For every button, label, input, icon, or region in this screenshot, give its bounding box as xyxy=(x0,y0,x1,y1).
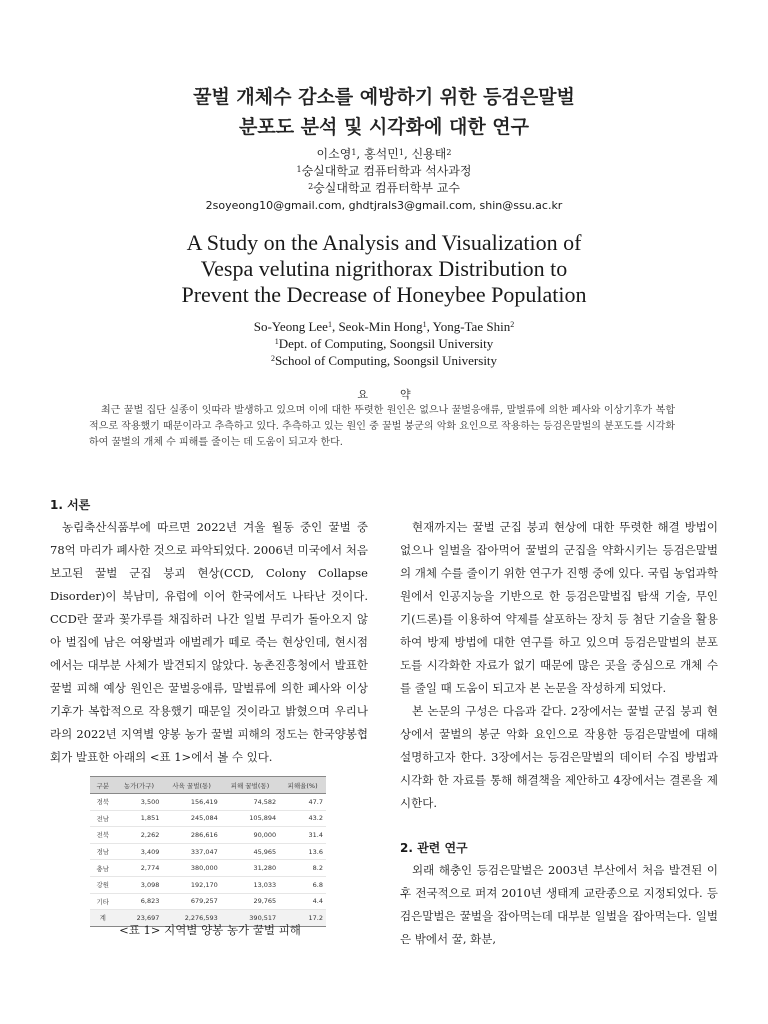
english-title xyxy=(40,230,728,308)
table-cell: 245,084 xyxy=(162,810,220,827)
table-cell: 156,419 xyxy=(162,794,220,811)
table-cell: 23,697 xyxy=(115,910,162,927)
table-caption: <표 1> 지역별 양봉 농가 꿀벌 피해 xyxy=(119,923,301,937)
table-header-row xyxy=(90,777,326,794)
table-header: 사육 꿀벌(통) xyxy=(162,777,220,794)
table-cell: 13,033 xyxy=(221,876,279,893)
korean-authors xyxy=(60,146,708,214)
table-cell: 337,047 xyxy=(162,843,220,860)
table-cell: 679,257 xyxy=(162,893,220,910)
table-cell: 43.2 xyxy=(279,810,326,827)
korean-title xyxy=(40,82,728,142)
table-cell: 2,774 xyxy=(115,860,162,877)
section-1-heading: 1. 서론 xyxy=(50,498,91,512)
table-cell: 경북 xyxy=(90,794,115,811)
table-cell: 90,000 xyxy=(221,827,279,844)
author-name: Yong-Tae Shin xyxy=(432,319,511,334)
table-header: 피해 꿀벌(통) xyxy=(221,777,279,794)
table-header: 구분 xyxy=(90,777,115,794)
table-cell: 13.6 xyxy=(279,843,326,860)
table-cell: 충남 xyxy=(90,860,115,877)
table-row xyxy=(90,827,326,844)
table-header: 피해율(%) xyxy=(279,777,326,794)
table-cell: 390,517 xyxy=(221,910,279,927)
spacer xyxy=(400,815,718,837)
table-cell: 31,280 xyxy=(221,860,279,877)
table-row xyxy=(90,893,326,910)
table-cell: 105,894 xyxy=(221,810,279,827)
table-cell: 286,616 xyxy=(162,827,220,844)
table-row xyxy=(90,810,326,827)
table-cell: 45,965 xyxy=(221,843,279,860)
table-body xyxy=(90,794,326,927)
section-2-paragraph-1: 외래 해충인 등검은말벌은 2003년 부산에서 처음 발견된 이후 전국적으로 퍼져 2010년 생태계 교란종으로 지정되었다. 등검은말벌은 꿀벌을 잡아먹는데 대부분 일벌을 잡아먹는다. 일벌은 밖에서 꿀, 화분, xyxy=(400,863,718,946)
table-cell: 4.4 xyxy=(279,893,326,910)
table-cell: 8.2 xyxy=(279,860,326,877)
table-cell: 3,500 xyxy=(115,794,162,811)
table-row xyxy=(90,794,326,811)
table-cell: 6,823 xyxy=(115,893,162,910)
table-cell: 17.2 xyxy=(279,910,326,927)
table-cell: 192,170 xyxy=(162,876,220,893)
table-cell: 2,262 xyxy=(115,827,162,844)
table-row xyxy=(90,876,326,893)
table-cell: 전북 xyxy=(90,827,115,844)
table-cell: 31.4 xyxy=(279,827,326,844)
author-sup: 2 xyxy=(446,148,452,157)
table-cell: 74,582 xyxy=(221,794,279,811)
english-authors xyxy=(60,318,708,369)
table-cell: 380,000 xyxy=(162,860,220,877)
table-cell: 3,098 xyxy=(115,876,162,893)
korean-affiliation-2: $^2$숭실대학교 컴퓨터학부 교수 xyxy=(308,181,460,195)
table-cell: 기타 xyxy=(90,893,115,910)
english-title-line-1: A Study on the Analysis and Visualization of xyxy=(186,230,582,255)
section-1-paragraph-1: 농림축산식품부에 따르면 2022년 겨울 월동 중인 꿀벌 중 78억 마리가 폐사한 것으로 파악되었다. 2006년 미국에서 처음 보고된 꿀벌 군집 붕괴 현상(CCD, Colony Collapse Disorder)이 북남미, 유럽에 이어 한국에서도 나타난 것이다. CCD란 꿀과 꽃가루를 채집하러 나간 일벌 무리가 돌아오지 않아 벌집에 남은 여왕벌과 애벌레가 떼로 죽는 현상인데, 현시점에서는 대부분 사체가 발견되지 않았다. 농촌진흥청에서 발표한 꿀벌 피해 예상 원인은 꿀벌응애류, 말벌류에 의한 폐사와 이상기후가 복합적으로 작용했기 때문일 것이라고 밝혔으며 우리나라의 2022년 지역별 양봉 농가 꿀벌 피해의 정도는 한국양봉협회가 발표한 아래의 <표 1>에서 볼 수 있다. xyxy=(50,520,368,764)
table-cell: 강원 xyxy=(90,876,115,893)
table-cell: 3,409 xyxy=(115,843,162,860)
table-cell: 1,851 xyxy=(115,810,162,827)
korean-title-line-2: 분포도 분석 및 시각화에 대한 연구 xyxy=(238,116,530,138)
table-cell: 29,765 xyxy=(221,893,279,910)
left-column xyxy=(50,494,368,769)
english-author-names: So-Yeong Lee$^1$, Seok-Min Hong$^1$, Yong-Tae Shin$^2$ xyxy=(253,319,515,334)
table-cell: 6.8 xyxy=(279,876,326,893)
english-title-line-3: Prevent the Decrease of Honeybee Population xyxy=(181,282,587,307)
author-name: So-Yeong Lee xyxy=(253,319,328,334)
damage-table xyxy=(90,776,326,927)
author-sup: 1 xyxy=(398,148,404,157)
abstract-heading: 요 약 xyxy=(357,388,411,401)
english-affiliation-2: $^2$School of Computing, Soongsil University xyxy=(270,353,498,368)
english-affiliation-1: $^1$Dept. of Computing, Soongsil University xyxy=(274,336,494,351)
korean-affiliation-1: $^1$숭실대학교 컴퓨터학과 석사과정 xyxy=(296,164,472,178)
korean-title-line-1: 꿀벌 개체수 감소를 예방하기 위한 등검은말벌 xyxy=(193,86,575,108)
table-cell: 계 xyxy=(90,910,115,927)
table-cell: 47.7 xyxy=(279,794,326,811)
abstract-text: 최근 꿀벌 집단 실종이 잇따라 발생하고 있으며 이에 대한 뚜렷한 원인은 없으나 꿀벌응애류, 말벌류에 의한 폐사와 이상기후가 복합적으로 작용했기 때문이라고 추측하고 있다. 추측하고 있는 원인 중 꿀벌 붕군의 악화 요인으로 작용하는 등검은말벌의 분포도를 시각화하여 꿀벌의 개체 수 피해를 줄이는 데 도움이 되고자 한다. xyxy=(89,405,675,448)
english-title-line-2: Vespa velutina nigrithorax Distribution to xyxy=(200,256,568,281)
korean-author-names: 이소영$^1$, 홍석민$^1$, 신용태$^2$ xyxy=(316,147,452,161)
section-2-heading: 2. 관련 연구 xyxy=(400,841,468,855)
author-name: Seok-Min Hong xyxy=(338,319,423,334)
table-row xyxy=(90,843,326,860)
right-column xyxy=(400,516,718,951)
author-name: 이소영 xyxy=(316,147,352,161)
section-1-paragraph-3: 본 논문의 구성은 다음과 같다. 2장에서는 꿀벌 군집 붕괴 현상에서 꿀벌의 봉군 악화 요인으로 작용한 등검은말벌에 대해 설명하고자 한다. 3장에서는 등검은말벌의 데이터 수집 방법과 시각화 한 자료를 통해 해결책을 제안하고 4장에서는 결론을 제시한다. xyxy=(400,704,718,810)
author-emails: 2soyeong10@gmail.com, ghdtjrals3@gmail.com, shin@ssu.ac.kr xyxy=(205,199,563,212)
author-name: 홍석민 xyxy=(364,147,399,161)
table-cell: 전남 xyxy=(90,810,115,827)
table-row xyxy=(90,860,326,877)
table-cell: 경남 xyxy=(90,843,115,860)
author-name: 신용태 xyxy=(411,147,447,161)
table-header: 농가(가구) xyxy=(115,777,162,794)
author-sup: 1 xyxy=(351,148,357,157)
section-1-paragraph-2: 현재까지는 꿀벌 군집 붕괴 현상에 대한 뚜렷한 해결 방법이 없으나 일벌을 잡아먹어 꿀벌의 군집을 약화시키는 등검은말벌의 개체 수를 줄이기 위한 연구가 진행 중에 있다. 국립 농업과학원에서 인공지능을 기반으로 한 등검은말벌집 탐색 기술, 무인기(드론)를 이용하여 약제를 살포하는 장치 등 첨단 기술을 활용하여 방제 방법에 대한 연구를 하고 있으며 등검은말벌의 분포도를 시각화한 자료가 없기 때문에 많은 곳을 중심으로 개체 수를 줄일 때 도움이 되고자 본 논문을 작성하게 되었다. xyxy=(400,520,718,695)
table-cell: 2,276,593 xyxy=(162,910,220,927)
